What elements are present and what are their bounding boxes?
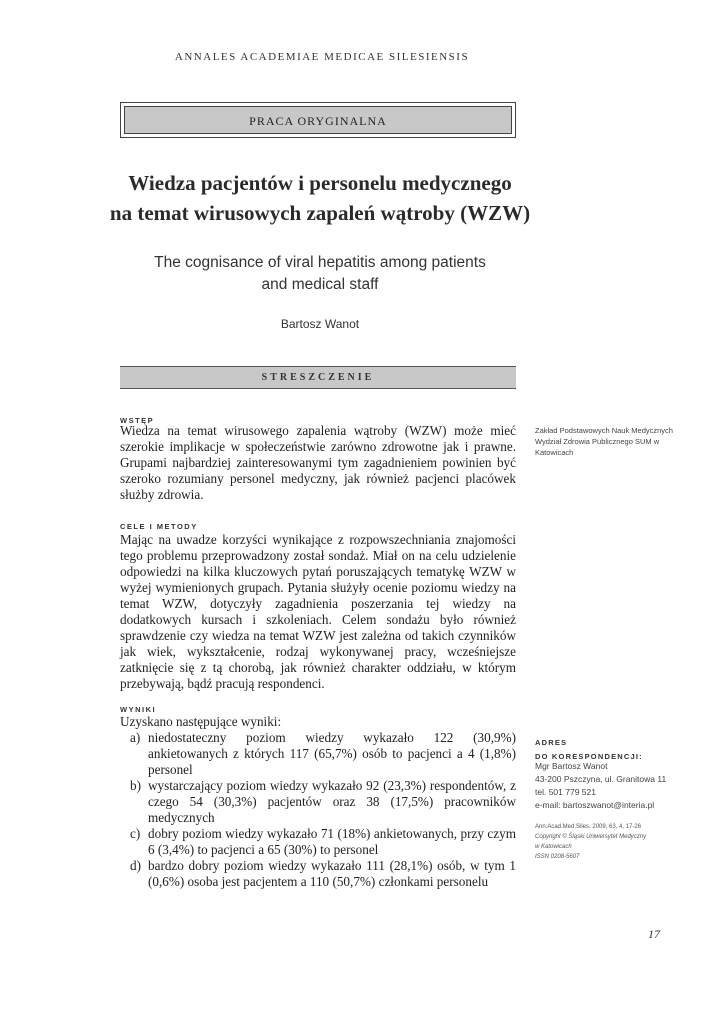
page-number: 17	[648, 927, 660, 941]
abstract-heading: STRESZCZENIE	[120, 366, 516, 389]
introduction-text: Wiedza na temat wirusowego zapalenia wątroby (WZW) może mieć szerokie implikacje w społeczeństwie zarówno zdrowotne jak i prawne. Grupami najbardziej zainteresowanymi tym zagadnieniem powinien być szeroko rozumiany personel medyczny, jak również pacjenci placówek służby zdrowia.	[120, 423, 516, 502]
copyright-line-2: w Katowicach	[535, 844, 572, 850]
list-item	[120, 858, 516, 890]
list-item	[120, 730, 516, 778]
section-heading-introduction: WSTĘP	[120, 416, 155, 425]
english-title-line-2: and medical staff	[261, 276, 379, 293]
article-type-label: PRACA ORYGINALNA	[124, 106, 512, 134]
list-marker: b)	[130, 778, 141, 793]
title-line-1: Wiedza pacjentów i personelu medycznego	[128, 171, 512, 195]
list-marker: a)	[130, 730, 141, 745]
article-title	[100, 168, 540, 228]
results-block	[120, 714, 516, 890]
title-line-2: na temat wirusowych zapaleń wątroby (WZW)	[109, 201, 531, 225]
results-intro: Uzyskano następujące wyniki:	[120, 714, 282, 729]
article-type-box	[120, 102, 516, 138]
english-title-line-1: The cognisance of viral hepatitis among patients	[154, 254, 486, 271]
list-item-text: bardzo dobry poziom wiedzy wykazało 111 (28,1%) osób, w tym 1 (0,6%) osoba jest pacjentem a 110 (50,7%) członkami personelu	[148, 858, 516, 889]
aims-methods-text: Mając na uwadze korzyści wynikające z rozpowszechniania znajomości tego problemu przeprowadzony został sondaż. Miał on na celu udzielenie odpowiedzi na kilka kluczowych pytań poruszających tematykę WZW w wyżej wymienionych grupach. Pytania służyły ocenie poziomu wiedzy na temat WZW, dotyczyły zagadnienia poszerzania tej wiedzy na dodatkowych kursach i szkoleniach. Celem sondażu było również sprawdzenie czy wiedza na temat WZW jest zależna od takich czynników jak wiek, wykształcenie, rodzaj wykonywanej pracy, wcześniejsze zatknięcie się z tą chorobą, jak również charakter oddziału, w którym przebywają, bądź pracują respondenci.	[120, 532, 516, 691]
correspondence-heading-line-2: DO KORESPONDENCJI:	[535, 752, 643, 761]
list-item-text: dobry poziom wiedzy wykazało 71 (18%) ankietowanych, przy czym 6 (3,4%) to pacjenci a 65 (30%) to personel	[148, 826, 516, 857]
issn: ISSN 0208-5607	[535, 854, 580, 860]
section-heading-results: WYNIKI	[120, 705, 157, 714]
list-marker: d)	[130, 858, 141, 873]
author-name: Bartosz Wanot	[280, 317, 360, 331]
address-street: 43-200 Pszczyna, ul. Granitowa 11	[535, 774, 667, 784]
affiliation: Zakład Podstawowych Nauk Medycznych Wydział Zdrowia Publicznego SUM w Katowicach	[535, 426, 673, 457]
list-item	[120, 826, 516, 858]
list-marker: c)	[130, 826, 141, 841]
citation: Ann.Acad.Med.Siles. 2009, 63, 4, 17-26	[535, 824, 642, 830]
section-heading-aims-methods: CELE I METODY	[120, 522, 198, 531]
correspondence-heading-line-1: ADRES	[535, 738, 568, 747]
address-phone: tel. 501 779 521	[535, 787, 596, 797]
correspondence-address	[535, 760, 680, 812]
citation-block	[535, 822, 680, 862]
address-email[interactable]: e-mail: bartoszwanot@interia.pl	[535, 800, 655, 810]
list-item-text: niedostateczny poziom wiedzy wykazało 122 (30,9%) ankietowanych z których 117 (65,7%) osób to pacjenci a 4 (1,8%) personel	[148, 730, 516, 777]
list-item-text: wystarczający poziom wiedzy wykazało 92 (23,3%) respondentów, z czego 54 (30,3%) pacjentów oraz 38 (17,5%) pracowników medycznych	[148, 778, 516, 825]
address-name: Mgr Bartosz Wanot	[535, 761, 608, 771]
copyright-line-1: Copyright © Śląski Uniwersytet Medyczny	[535, 834, 647, 840]
journal-name: ANNALES ACADEMIAE MEDICAE SILESIENSIS	[174, 51, 470, 63]
list-item	[120, 778, 516, 826]
results-list	[120, 730, 516, 890]
english-title	[120, 252, 520, 296]
